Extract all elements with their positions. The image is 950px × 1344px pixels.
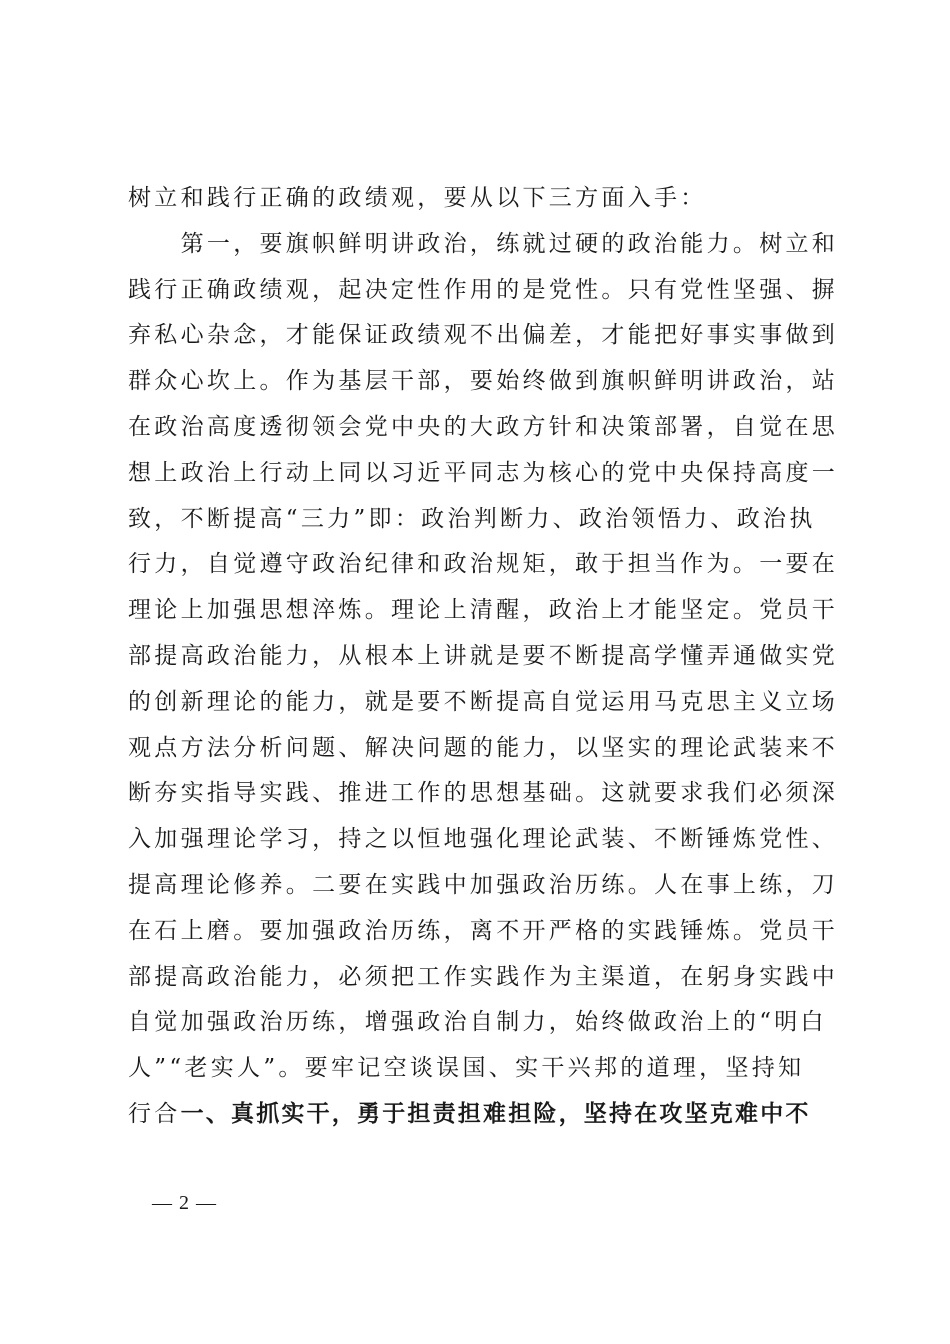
text-line-5: 群众心坎上。作为基层干部，要始终做到旗帜鲜明讲政治，站: [128, 368, 839, 395]
text-line-3: 践行正确政绩观，起决定性作用的是党性。只有党性坚强、摒: [128, 276, 839, 303]
text-line-4: 弃私心杂念，才能保证政绩观不出偏差，才能把好事实事做到: [128, 322, 839, 349]
text-line-16: 提高理论修养。二要在实践中加强政治历练。人在事上练，刀: [128, 871, 839, 898]
text-line-8: 致，不断提高“三力”即：政治判断力、政治领悟力、政治执: [128, 505, 816, 532]
text-line-6: 在政治高度透彻领会党中央的大政方针和决策部署，自觉在思: [128, 413, 839, 440]
text-line-19: 自觉加强政治历练，增强政治自制力，始终做政治上的“明白: [128, 1009, 827, 1036]
body-text: [128, 176, 839, 1138]
last-line-normal-text: 行合: [128, 1100, 181, 1127]
text-line-11: 部提高政治能力，从根本上讲就是要不断提高学懂弄通做实党: [128, 642, 839, 669]
text-line-14: 断夯实指导实践、推进工作的思想基础。这就要求我们必须深: [128, 780, 839, 807]
text-line-10: 理论上加强思想淬炼。理论上清醒，政治上才能坚定。党员干: [128, 597, 839, 624]
text-line-17: 在石上磨。要加强政治历练，离不开严格的实践锤炼。党员干: [128, 917, 839, 944]
text-line-2: 第一，要旗帜鲜明讲政治，练就过硬的政治能力。树立和: [128, 230, 839, 257]
text-line-13: 观点方法分析问题、解决问题的能力，以坚实的理论武装来不: [128, 734, 839, 761]
text-line-1: 树立和践行正确的政绩观，要从以下三方面入手：: [128, 185, 707, 211]
last-line-bold-text: 一、真抓实干，勇于担责担难担险，坚持在攻坚克难中不: [180, 1100, 811, 1127]
text-line-12: 的创新理论的能力，就是要不断提高自觉运用马克思主义立场: [128, 688, 839, 715]
text-line-21: [128, 1092, 832, 1138]
page-number: — 2 —: [152, 1192, 217, 1214]
text-line-18: 部提高政治能力，必须把工作实践作为主渠道，在躬身实践中: [128, 963, 839, 990]
text-line-15: 入加强理论学习，持之以恒地强化理论武装、不断锤炼党性、: [128, 826, 839, 853]
text-line-9: 行力，自觉遵守政治纪律和政治规矩，敢于担当作为。一要在: [128, 551, 839, 578]
text-line-20: 人”“老实人”。要牢记空谈误国、实干兴邦的道理，坚持知: [128, 1055, 805, 1082]
text-line-7: 想上政治上行动上同以习近平同志为核心的党中央保持高度一: [128, 459, 839, 486]
